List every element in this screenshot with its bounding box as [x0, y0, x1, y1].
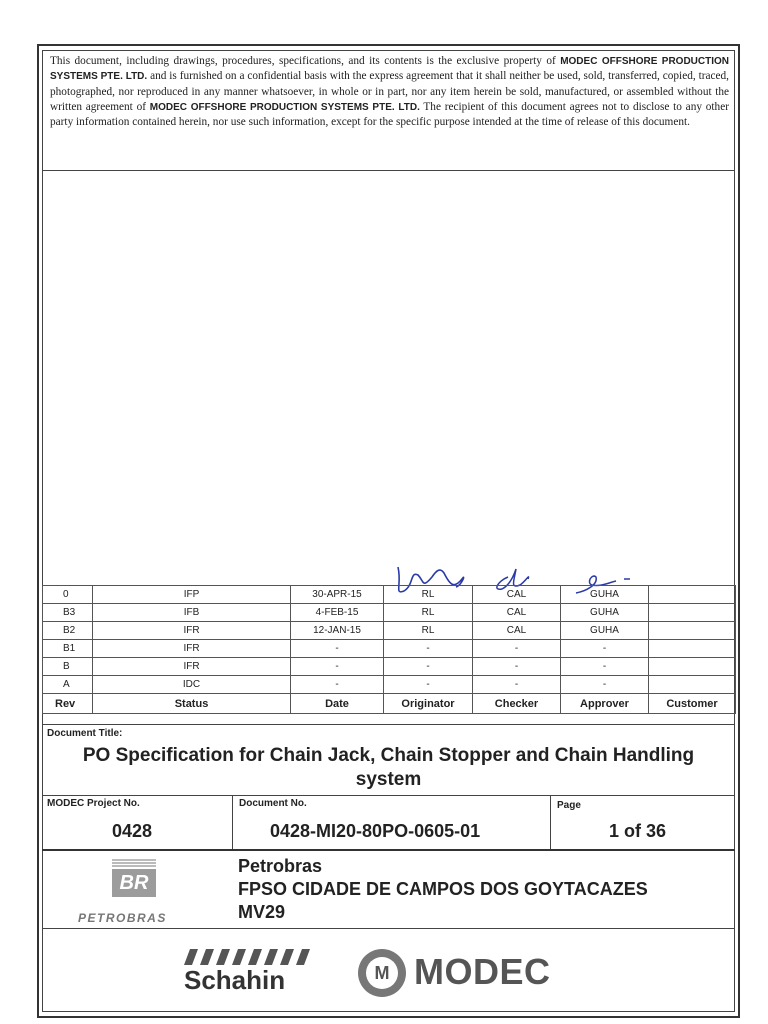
page-number: 1 of 36	[609, 821, 667, 841]
customer-cell	[649, 586, 736, 604]
br-logo-mark: BR	[112, 869, 156, 897]
vessel-code: MV29	[238, 902, 286, 922]
status-cell: IDC	[93, 676, 291, 694]
schahin-logo: Schahin	[184, 965, 286, 995]
page-label: Page	[557, 800, 581, 811]
table-row	[43, 604, 736, 622]
stripe-marks	[184, 949, 324, 965]
notice-company-2: MODEC OFFSHORE PRODUCTION SYSTEMS PTE. LTD.	[149, 101, 420, 113]
date-cell: -	[291, 676, 384, 694]
customer-cell	[649, 640, 736, 658]
header-status: Status	[93, 694, 291, 714]
approver-cell: GUHA	[561, 586, 649, 604]
header-checker: Checker	[473, 694, 561, 714]
originator-cell: RL	[384, 604, 473, 622]
rev-cell: 0	[43, 586, 93, 604]
document-title-label: Document Title:	[47, 728, 123, 739]
header-originator: Originator	[384, 694, 473, 714]
petrobras-logo	[112, 859, 156, 899]
status-cell: IFR	[93, 658, 291, 676]
table-row	[43, 676, 736, 694]
table-header-row	[43, 694, 736, 714]
vessel-name: FPSO CIDADE DE CAMPOS DOS GOYTACAZES	[238, 879, 648, 899]
rev-cell: B3	[43, 604, 93, 622]
notice-part3: The recipient of this document agrees not to disclose to any other party information contained herein, nor use such information, except for the specific purpose intended at the time of release of this document.	[50, 100, 729, 129]
checker-cell: -	[473, 676, 561, 694]
customer-cell	[649, 604, 736, 622]
approver-cell: -	[561, 640, 649, 658]
approver-cell: GUHA	[561, 604, 649, 622]
originator-cell: RL	[384, 622, 473, 640]
date-cell: 30-APR-15	[291, 586, 384, 604]
approver-cell: GUHA	[561, 622, 649, 640]
status-cell: IFR	[93, 640, 291, 658]
document-title-block	[42, 724, 735, 796]
divider	[232, 796, 233, 849]
header-rev: Rev	[43, 694, 93, 714]
checker-cell: -	[473, 658, 561, 676]
notice-part2: and is furnished on a confidential basis with the express agreement that it shall neither be used, sold, transferred, copied, traced, photographed, nor reproduced in any manner whatsoever, in whole or in part, nor any item herein be sold, manufactured, or assembled without the written agreement of	[50, 70, 729, 113]
rev-cell: A	[43, 676, 93, 694]
project-number: 0428	[112, 821, 153, 841]
document-title-line2: system	[355, 769, 422, 790]
checker-cell: CAL	[473, 622, 561, 640]
status-cell: IFB	[93, 604, 291, 622]
header-approver: Approver	[561, 694, 649, 714]
date-cell: 12-JAN-15	[291, 622, 384, 640]
schahin-stripes	[184, 949, 324, 965]
originator-cell: RL	[384, 586, 473, 604]
client-details	[238, 855, 648, 924]
table-row	[43, 622, 736, 640]
table-row	[43, 658, 736, 676]
table-row	[43, 640, 736, 658]
checker-cell: CAL	[473, 586, 561, 604]
customer-cell	[649, 676, 736, 694]
project-number-label: MODEC Project No.	[47, 798, 140, 809]
originator-cell: -	[384, 676, 473, 694]
customer-cell	[649, 658, 736, 676]
modec-logo: MODEC	[414, 951, 551, 992]
modec-logo-mark	[358, 949, 406, 997]
petrobras-wordmark: PETROBRAS	[78, 911, 167, 925]
rev-cell: B2	[43, 622, 93, 640]
status-cell: IFP	[93, 586, 291, 604]
originator-cell: -	[384, 640, 473, 658]
date-cell: -	[291, 658, 384, 676]
notice-company-1: MODEC OFFSHORE PRODUCTION SYSTEMS PTE. LTD.	[50, 56, 729, 83]
date-cell: 4-FEB-15	[291, 604, 384, 622]
company-logos	[42, 929, 735, 1012]
table-row	[43, 586, 736, 604]
logo-stripes	[112, 859, 156, 867]
approver-cell: -	[561, 676, 649, 694]
originator-cell: -	[384, 658, 473, 676]
document-title-line1: PO Specification for Chain Jack, Chain Stopper and Chain Handling	[82, 745, 695, 766]
confidentiality-notice	[42, 50, 735, 171]
rev-cell: B1	[43, 640, 93, 658]
client-name: Petrobras	[238, 856, 323, 876]
document-number-label: Document No.	[239, 798, 307, 809]
date-cell: -	[291, 640, 384, 658]
customer-cell	[649, 622, 736, 640]
notice-part1: This document, including drawings, procedures, specifications, and its contents is the exclusive property of	[50, 55, 561, 67]
checker-cell: -	[473, 640, 561, 658]
document-info-row	[42, 796, 735, 851]
header-date: Date	[291, 694, 384, 714]
document-title	[42, 744, 735, 792]
revision-table	[42, 585, 736, 714]
header-customer: Customer	[649, 694, 736, 714]
client-block	[42, 851, 735, 929]
divider	[550, 796, 551, 849]
checker-cell: CAL	[473, 604, 561, 622]
modec-mark-letter: M	[366, 957, 398, 989]
approver-cell: -	[561, 658, 649, 676]
rev-cell: B	[43, 658, 93, 676]
status-cell: IFR	[93, 622, 291, 640]
document-number: 0428-MI20-80PO-0605-01	[270, 821, 481, 841]
